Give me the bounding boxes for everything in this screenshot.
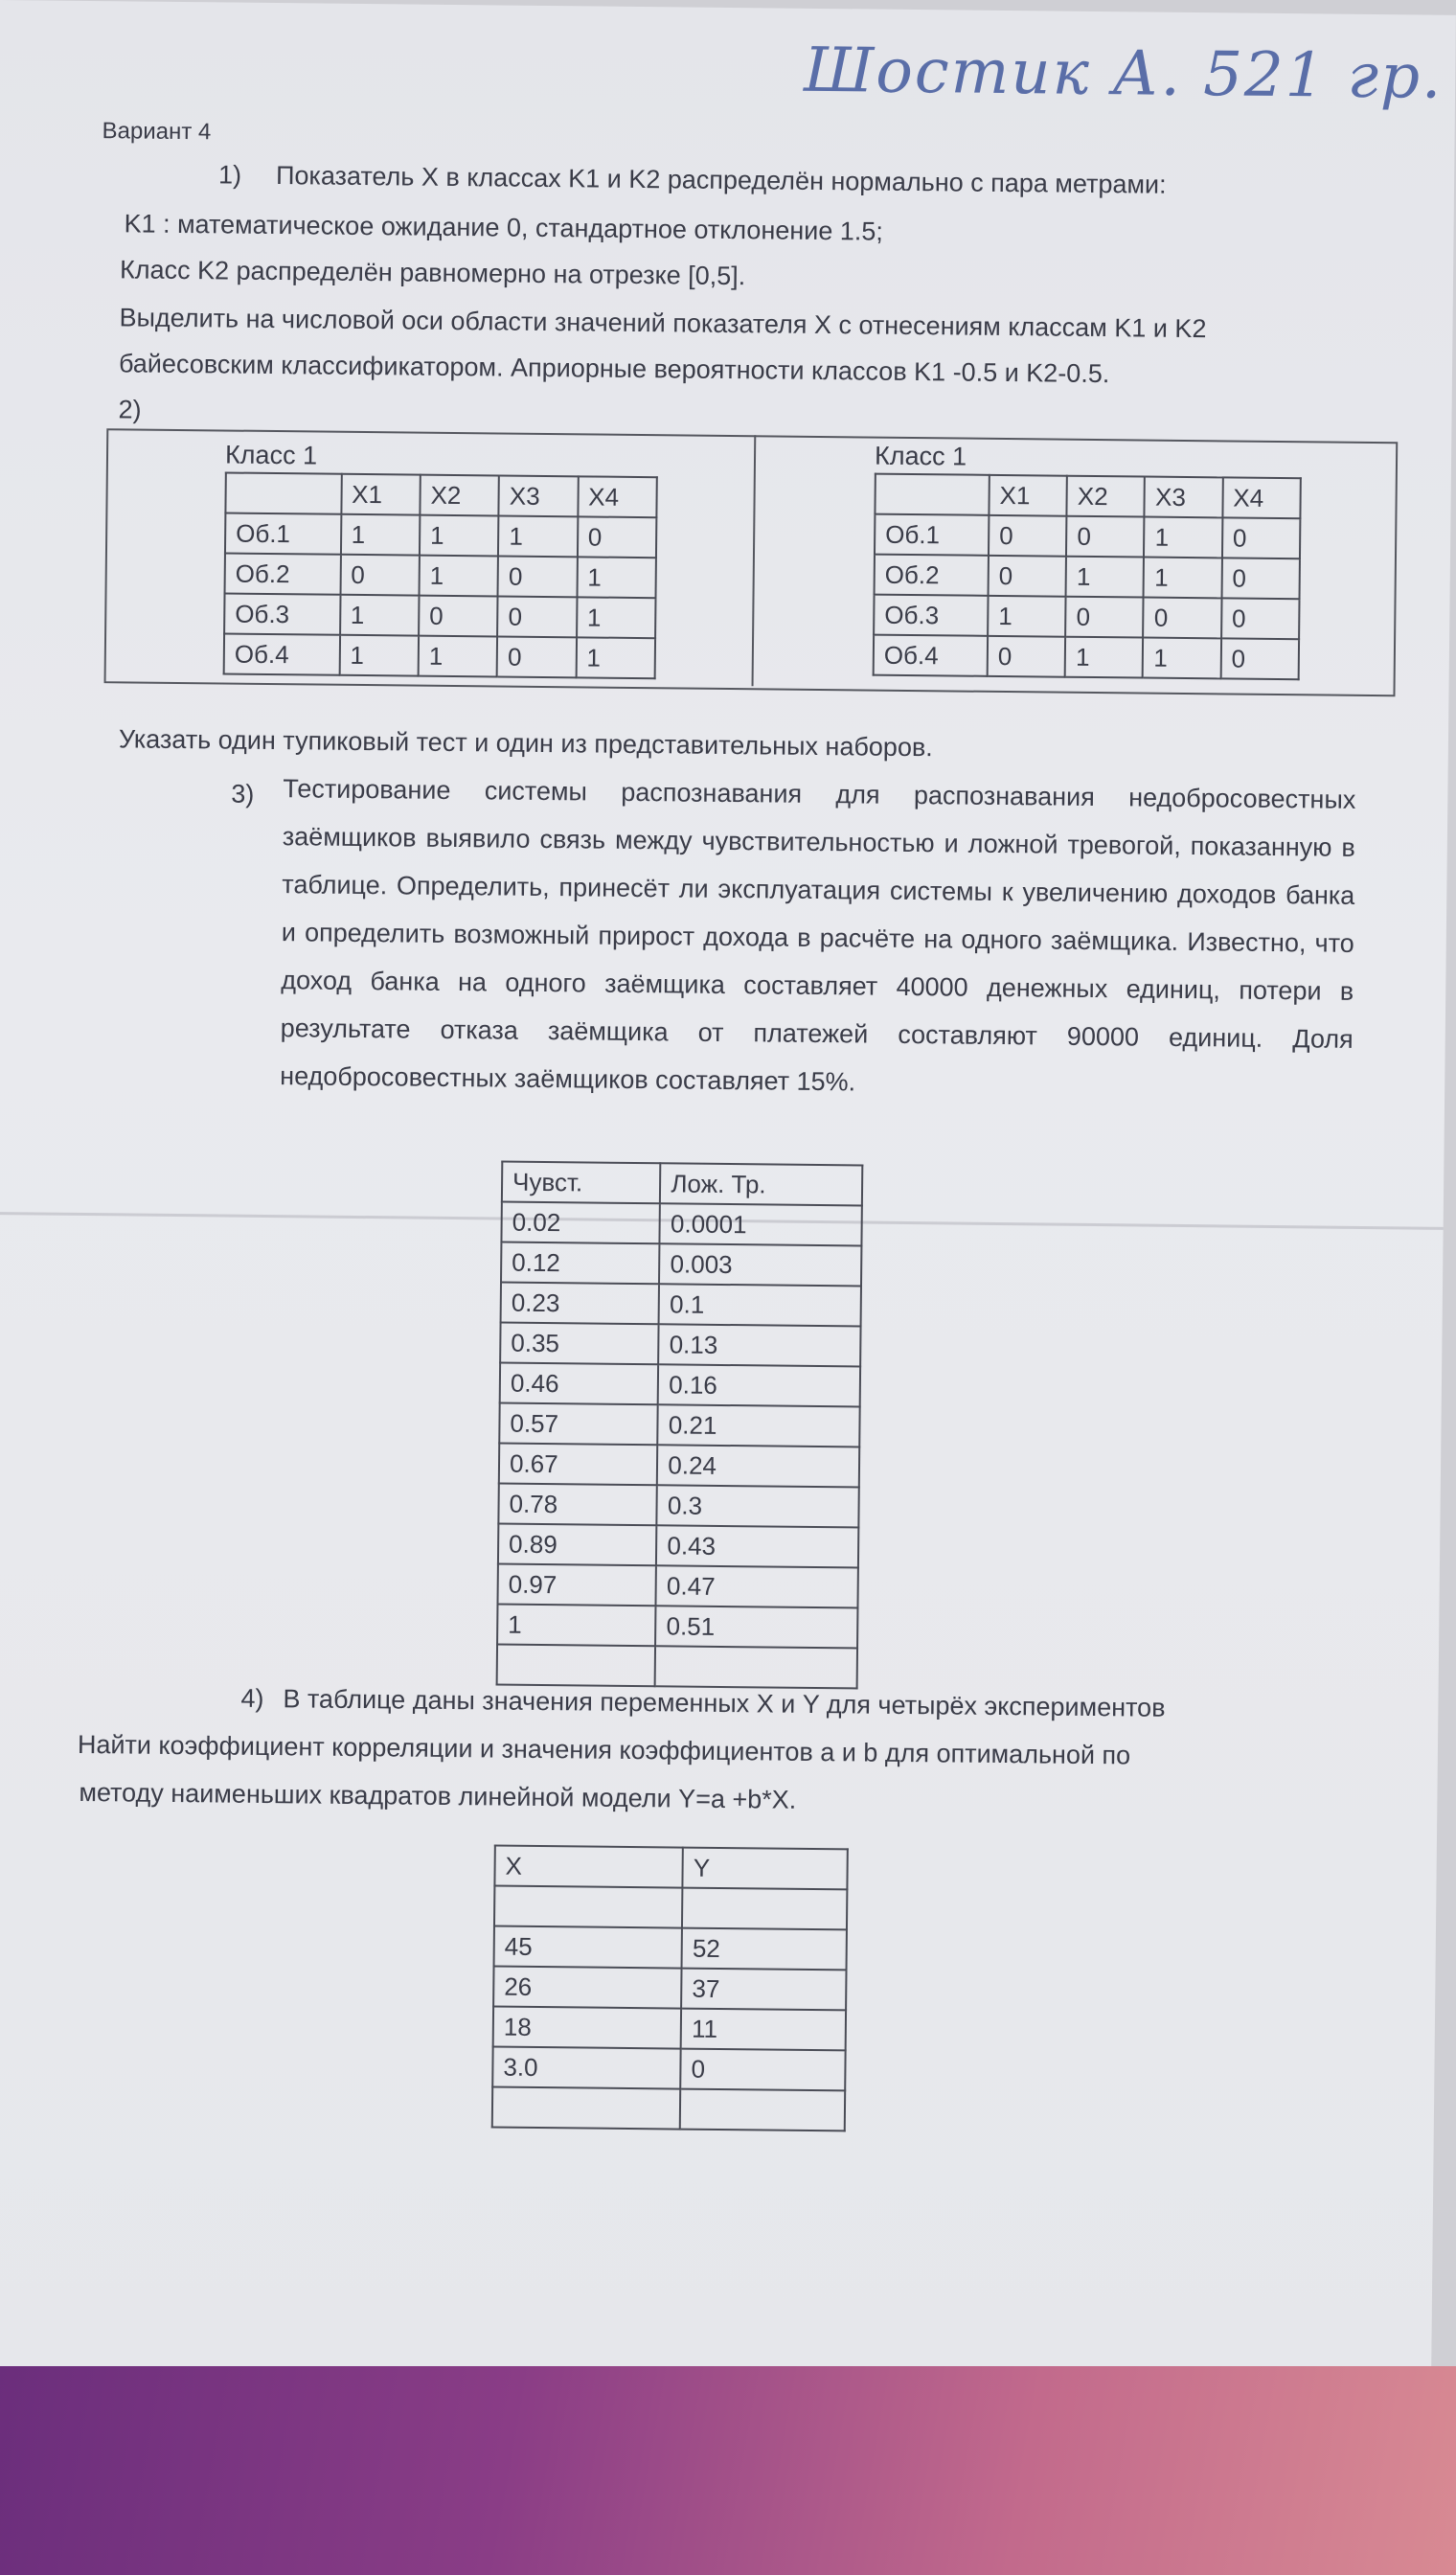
table-row	[875, 555, 1300, 600]
header-cell: X4	[578, 476, 657, 517]
table-cell: 1	[498, 515, 578, 557]
table-row	[498, 1524, 858, 1568]
table-cell: 0.78	[498, 1484, 657, 1526]
table-row	[492, 2087, 845, 2131]
table-cell: 3.0	[492, 2047, 681, 2089]
table-row	[497, 1645, 857, 1689]
task4-line2: Найти коэффициент корреляции и значения коэффициентов a и b для оптимальной по	[77, 1729, 1131, 1770]
table-row	[499, 1444, 859, 1488]
table-cell: 1	[577, 597, 656, 638]
table-cell: Об.1	[225, 513, 341, 554]
table-cell: 1	[1065, 637, 1144, 678]
table-cell: 0	[1066, 516, 1145, 558]
table-cell: 0.24	[657, 1445, 859, 1487]
table-cell: 0	[680, 2049, 845, 2091]
table-row	[225, 513, 656, 558]
table-cell: 1	[419, 636, 498, 677]
table-cell: 0	[1144, 598, 1222, 639]
variant-label: Вариант 4	[102, 118, 212, 146]
table-cell: 0.0001	[660, 1203, 862, 1245]
table-cell: 18	[493, 2007, 682, 2049]
table-cell: 1	[1144, 558, 1222, 599]
table-cell	[492, 2087, 681, 2130]
header-cell: X3	[1145, 477, 1223, 518]
table-cell: 1	[419, 556, 498, 597]
table-cell: 0	[1065, 597, 1144, 638]
table-cell: 0.13	[658, 1324, 860, 1366]
table-cell: 45	[494, 1926, 683, 1969]
task1-line2: K1 : математическое ожидание 0, стандартное отклонение 1.5;	[124, 209, 884, 246]
table-cell	[494, 1886, 683, 1928]
table-row	[225, 553, 656, 598]
table-row	[224, 633, 655, 678]
table-cell: 0.02	[501, 1202, 660, 1244]
table-cell: 0.97	[497, 1564, 656, 1607]
table-cell: 0.57	[499, 1403, 658, 1446]
header-cell: Чувст.	[502, 1162, 661, 1204]
table-cell: 0	[578, 516, 657, 558]
task3-text: Тестирование системы распознавания для распознавания недобросовестных заёмщиков выявило связь между чувствительностью и ложной тревогой, показанную в таблице. Определить, принесёт ли эксплуатация системы к увеличению доходов банка и определить возможный прирост дохода в расчёте на одного заёмщика. Известно, что доход банка на одного заёмщика составляет 40000 денежных единиц, потери в результате отказа заёмщика от платежей составляют 90000 единиц. Доля недобросовестных заёмщиков составляет 15%.	[280, 774, 1356, 1097]
header-cell: X2	[420, 475, 499, 516]
table-cell: 0	[1220, 638, 1299, 679]
table-row	[501, 1202, 861, 1246]
task4-line3: методу наименьших квадратов линейной модели Y=a +b*X.	[79, 1777, 797, 1814]
table-cell: 11	[681, 2009, 846, 2051]
table-cell: 0	[989, 556, 1067, 597]
task3-number: 3)	[231, 779, 255, 809]
right-class-table	[873, 473, 1302, 681]
background-surface	[0, 2366, 1456, 2575]
table-cell: 0.35	[500, 1323, 659, 1365]
header-cell: X1	[989, 475, 1067, 516]
table-cell	[680, 2089, 845, 2131]
table-cell: 26	[493, 1967, 682, 2009]
table-cell: 0	[419, 596, 498, 637]
header-cell: X2	[1067, 476, 1146, 517]
task1-line3: Класс K2 распределён равномерно на отрезке [0,5].	[119, 255, 746, 291]
header-cell	[225, 472, 341, 513]
table-cell: 0.23	[501, 1283, 660, 1325]
table-cell: 1	[341, 514, 421, 556]
table-cell: 0	[989, 515, 1067, 557]
xy-table	[491, 1845, 849, 2132]
task4-number: 4)	[240, 1683, 264, 1713]
table-row	[500, 1363, 860, 1407]
table-cell: Об.4	[874, 635, 988, 676]
header-cell: X	[494, 1846, 683, 1888]
header-row	[875, 474, 1300, 519]
header-cell: Лож. Тр.	[660, 1163, 862, 1205]
header-cell: Y	[683, 1848, 848, 1890]
left-class-table	[223, 471, 658, 679]
table-row	[501, 1283, 861, 1327]
header-cell: X1	[341, 474, 421, 515]
table-cell: 0	[497, 596, 577, 637]
table-row	[874, 595, 1299, 640]
table-cell: 0.89	[498, 1524, 657, 1566]
table-cell: 37	[681, 1969, 846, 2011]
table-cell: Об.3	[874, 595, 988, 636]
table-cell: 0.46	[500, 1363, 659, 1405]
table-cell: 1	[1066, 557, 1145, 598]
table-cell: 0.003	[659, 1243, 861, 1286]
table-row	[501, 1242, 861, 1287]
table-cell: Об.2	[875, 555, 989, 596]
handwritten-name: Шостик А. 521 гр.	[803, 34, 1444, 113]
table-cell: 0	[1221, 558, 1300, 599]
right-class-title: Класс 1	[874, 441, 967, 471]
table-cell: 0.21	[658, 1404, 860, 1447]
table-cell: 1	[576, 637, 655, 678]
header-row	[494, 1846, 847, 1890]
table-cell: 52	[682, 1928, 847, 1971]
table-cell: 0	[1222, 517, 1301, 558]
header-row	[225, 472, 656, 517]
table-cell: 1	[340, 595, 420, 636]
table-row	[493, 2007, 846, 2051]
table-row	[874, 635, 1299, 680]
table-cell: Об.3	[224, 593, 340, 634]
header-cell: X4	[1222, 477, 1301, 518]
table-row	[497, 1564, 857, 1608]
sensitivity-table	[496, 1161, 864, 1690]
table-cell	[497, 1645, 656, 1687]
table-cell: 1	[1143, 638, 1221, 679]
header-cell	[875, 474, 989, 515]
table-row	[499, 1403, 859, 1447]
header-cell: X3	[499, 475, 579, 516]
table-cell: 1	[1144, 517, 1222, 558]
table-row	[224, 593, 655, 638]
table-cell: 0	[1221, 598, 1300, 639]
table-cell: 1	[497, 1605, 656, 1647]
table-cell: 0.51	[655, 1606, 857, 1648]
table-cell	[655, 1646, 857, 1688]
table-cell: 1	[577, 557, 656, 598]
task1-number: 1)	[217, 160, 242, 190]
table-row	[498, 1484, 858, 1528]
table-cell: Об.1	[875, 514, 989, 556]
table-cell: Об.2	[225, 553, 341, 594]
table-cell: 0	[340, 555, 420, 596]
table-cell: 0.67	[499, 1444, 658, 1486]
table-cell: 1	[420, 515, 499, 557]
table-cell: 0	[497, 636, 577, 677]
table-row	[500, 1323, 860, 1367]
table-cell: 0.47	[656, 1565, 858, 1607]
table-row	[497, 1605, 857, 1649]
table-cell: 0.16	[658, 1364, 860, 1406]
table-cell: 0	[988, 636, 1066, 677]
table-cell: 0.43	[656, 1525, 858, 1567]
task4-line1: В таблице даны значения переменных X и Y для четырёх экспериментов	[283, 1684, 1166, 1722]
table-cell: 0.1	[659, 1284, 861, 1326]
table-row	[494, 1886, 847, 1930]
table-row	[492, 2047, 845, 2091]
task1-line5: байесовским классификатором. Априорные вероятности классов K1 -0.5 и K2-0.5.	[118, 349, 1110, 389]
task1-line4: Выделить на числовой оси области значений показателя X с отнесениям классам K1 и K2	[119, 303, 1207, 344]
left-class-title: Класс 1	[224, 440, 318, 470]
task2-number: 2)	[118, 395, 142, 424]
task2-instruction: Указать один тупиковый тест и один из представительных наборов.	[118, 724, 933, 763]
task1-line1: Показатель X в классах K1 и K2 распределён нормально с пара метрами:	[275, 161, 1167, 199]
table-cell: 0.3	[657, 1485, 859, 1527]
table-row	[494, 1926, 847, 1971]
table-cell: 1	[988, 596, 1066, 637]
table-cell: 0.12	[501, 1242, 660, 1285]
table-cell: Об.4	[224, 633, 340, 674]
header-row	[502, 1162, 862, 1206]
table-row	[493, 1967, 846, 2011]
table-cell	[682, 1888, 847, 1930]
table-cell: 1	[339, 635, 419, 676]
table-row	[875, 514, 1300, 559]
table-cell: 0	[498, 556, 578, 597]
